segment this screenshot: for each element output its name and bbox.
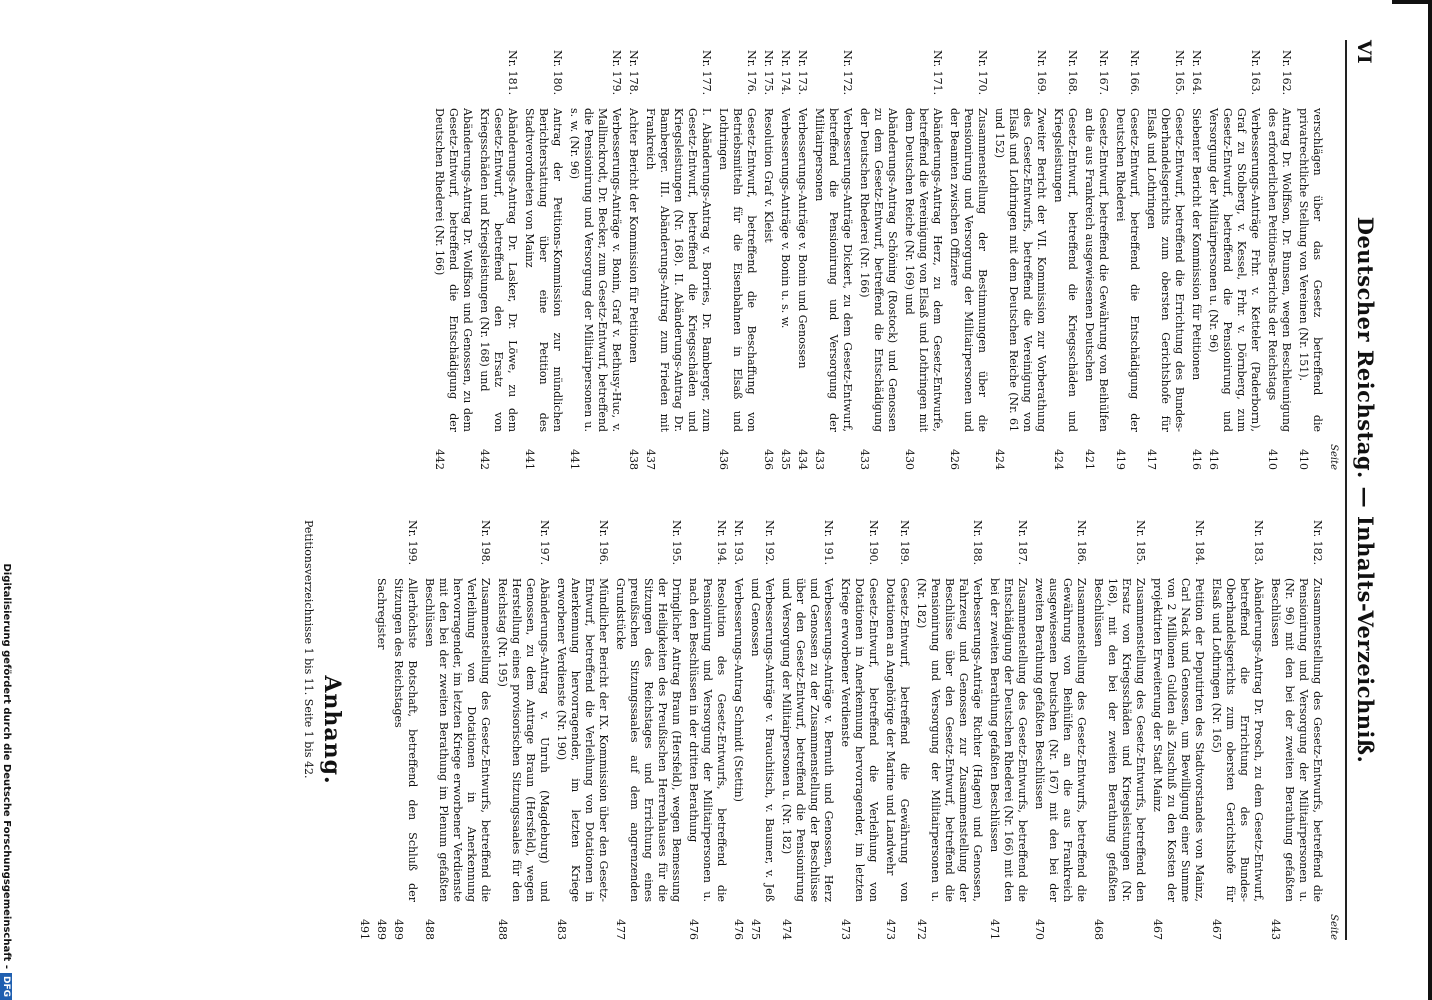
entry-page: 472 xyxy=(915,919,928,940)
toc-entry xyxy=(1051,50,1079,470)
toc-entry xyxy=(554,520,610,940)
entry-number: Nr. 173. xyxy=(796,50,809,96)
toc-entry xyxy=(374,520,388,940)
running-title: Deutscher Reichstag. — Inhalts-Verzeichniß. xyxy=(1353,216,1378,764)
entry-page: 416 xyxy=(1190,449,1203,470)
entry-title: Gesetz-Entwurf, betreffend die Errichtung des Bundes-Oberhandelsgerichts zum obersten Gerichtshofe für Elsaß und Lothringen xyxy=(1145,108,1186,432)
toc-entries-left xyxy=(432,50,1324,470)
toc-entry xyxy=(914,520,984,940)
entry-page: 438 xyxy=(627,449,640,470)
entry-page: 436 xyxy=(717,449,730,470)
toc-entry xyxy=(1296,50,1324,470)
toc-entry xyxy=(1144,50,1186,470)
entry-title: Verbesserungs-Anträge v. Bonin u. s. w. xyxy=(779,108,792,329)
entry-title: Dringlicher Antrag Braun (Hersfeld), wegen Bemessung der Heiligkeiten des Preußischen Herrenhauses für die Sitzungen des Reichstages und Errichtung eines preußischen Sitzungssaales auf dem angrenzenden Grundstücke xyxy=(614,578,683,902)
seite-label: Seite xyxy=(1328,444,1339,470)
entry-title: Abänderungs-Antrag Dr. Wolffson und Genossen, zu dem Gesetz-Entwurf, betreffend die Entschädigung der Deutschen Rhederei (Nr. 166) xyxy=(433,108,474,432)
entry-page: 467 xyxy=(1210,919,1223,940)
entry-number: Nr. 176. xyxy=(745,50,758,96)
entry-page: 417 xyxy=(1145,449,1158,470)
toc-column-left xyxy=(429,50,1340,470)
entry-page: 489 xyxy=(375,919,388,940)
toc-entry xyxy=(495,520,551,940)
entry-page: 434 xyxy=(796,449,809,470)
entry-page: 421 xyxy=(1083,449,1096,470)
entry-title: Resolution des Gesetz-Entwurfs, betreffend die Pensionirung und Versorgung der Militairpersonen u. nach den Beschlüssen in der dritten Berathung xyxy=(687,578,728,902)
toc-entry xyxy=(716,50,758,470)
toc-entry xyxy=(947,50,989,470)
entry-number: Nr. 192. xyxy=(763,520,776,566)
entry-number: Nr. 167. xyxy=(1097,50,1110,96)
toc-entry xyxy=(626,50,640,470)
toc-entry xyxy=(686,520,728,940)
toc-entry xyxy=(778,50,792,470)
entry-title: Verbesserungs-Anträge Richter (Hagen) und Genossen, Fahrzeug und Genossen zur Zusammenstellung der Beschlüsse über den Gesetz-Entwurf, betreffend die Pensionirung und Versorgung der Militairpersonen u. (Nr. 182) xyxy=(915,578,984,902)
entry-page: 468 xyxy=(1092,919,1105,940)
entry-page: 441 xyxy=(523,449,536,470)
toc-entry xyxy=(1209,520,1265,940)
entry-number: Nr. 170. xyxy=(976,50,989,96)
entry-page: 470 xyxy=(1033,919,1046,940)
scan-border xyxy=(1428,0,1432,1000)
entry-page: 474 xyxy=(780,919,793,940)
toc-entry xyxy=(522,50,564,470)
toc-entry xyxy=(883,520,911,940)
entry-title: Gesetz-Entwurf, betreffend die Gewährung von Dotationen an Angehörige der Marine und Landwehr xyxy=(884,578,911,902)
entry-title: Abänderungs-Antrag Dr. Lasker, Dr. Löwe, zu dem Gesetz-Entwurf, betreffend den Ersatz von Kriegsschäden und Kriegsleistungen (Nr. 168) und xyxy=(478,108,519,432)
page-header xyxy=(1345,40,1387,940)
entry-title: Abänderungs-Antrag v. Unruh (Magdeburg) und Genossen, zu dem Antrage Braun (Hersfeld), wegen Herstellung eines provisorischen Sitzungssaales für den Reichstag (Nr. 195) xyxy=(496,578,551,902)
entry-page: 475 xyxy=(749,919,762,940)
entry-title: Verbesserungs-Anträge Frhr. v. Ketteler (Paderborn), Graf zu Stolberg, v. Kessel, Frhr. v. Dörnberg, zum Gesetz-Entwurf, betreffend die Pensionirung und Versorgung der Militairpersonen u. (Nr. 96) xyxy=(1207,108,1262,432)
entry-number: Nr. 195. xyxy=(670,520,683,566)
entry-title: Abänderungs-Antrag Dr. Prosch, zu dem Gesetz-Entwurf, betreffend die Errichtung des Bundes-Oberhandelsgerichts zum obersten Gerichtshofe für Elsaß und Lothringen (Nr. 165) xyxy=(1210,578,1265,902)
toc-entry xyxy=(567,50,623,470)
toc-entry xyxy=(795,50,809,470)
entry-page: 443 xyxy=(1269,919,1282,940)
toc-entry xyxy=(902,50,944,470)
entry-number: Nr. 190. xyxy=(867,520,880,566)
entry-number: Nr. 198. xyxy=(479,520,492,566)
digitization-credit xyxy=(0,0,13,1000)
entry-title: Zusammenstellung des Gesetz-Entwurfs, betreffend den Ersatz von Kriegsschäden und Kriegsleistungen (Nr. 168), mit den bei der zweiten Berathung gefaßten Beschlüssen xyxy=(1092,578,1147,902)
toc-entry xyxy=(1206,50,1262,470)
entry-page: 467 xyxy=(1151,919,1164,940)
entry-title: Zusammenstellung des Gesetz-Entwurfs, betreffend die Verleihung von Dotationen in Anerkennung hervorragender, im letzten Kriege erworbener Verdienste mit den bei der zweiten Berathung im Plenum gefaßten Beschlüssen xyxy=(423,578,492,902)
entry-title: Verbesserungs-Anträge v. Bernuth und Genossen, Herz und Genossen zu der Zusammenstellung der Beschlüsse über den Gesetz-Entwurf, betreffend die Pensionirung und Versorgung der Militairpersonen u. (Nr. 182) xyxy=(780,578,835,902)
toc-entry xyxy=(1150,520,1206,940)
scan-border-tick xyxy=(1392,0,1432,4)
toc-entry xyxy=(1082,50,1110,470)
toc-entry xyxy=(432,50,474,470)
entry-title: Gesetz-Entwurf, betreffend die Beschaffung von Betriebsmitteln für die Eisenbahnen in Elsaß und Lothringen xyxy=(717,108,758,432)
toc-entry xyxy=(643,50,713,470)
entry-number: Nr. 189. xyxy=(898,520,911,566)
entry-title: I. Abänderungs-Antrag v. Borries, Dr. Bamberger, zum Gesetz-Entwurf, betreffend die Kriegsschäden und Kriegsleistungen (Nr. 168). II. Abänderungs-Antrag Dr. Bamberger. III. Abänderungs-Antrag zum Frieden mit Frankreich xyxy=(644,108,713,432)
anhang-line xyxy=(301,520,315,940)
entry-page: 441 xyxy=(568,449,581,470)
entry-number: Nr. 163. xyxy=(1249,50,1262,96)
entry-title: Zusammenstellung des Gesetz-Entwurfs, betreffend die Pensionirung und Versorgung der Militairpersonen u. (Nr. 96) mit den bei der zweiten Berathung gefaßten Beschlüssen xyxy=(1269,578,1324,902)
entry-title: verschlägen über das Gesetz betreffend die privatrechtliche Stellung von Vereinen (Nr. 151). xyxy=(1297,108,1324,432)
entry-title: Zweiter Bericht der VII. Kommission zur Vorberathung des Gesetz-Entwurfs, betreffend die Vereinigung von Elsaß und Lothringen mit dem Deutschen Reiche (Nr. 61 und 152) xyxy=(993,108,1048,432)
toc-entry xyxy=(1091,520,1147,940)
toc-entry xyxy=(779,520,835,940)
entry-title: Resolution Graf v. Kleist xyxy=(762,108,775,243)
entry-page: 473 xyxy=(884,919,897,940)
entry-number: Nr. 169. xyxy=(1035,50,1048,96)
seite-label: Seite xyxy=(1328,914,1339,940)
entry-page: 419 xyxy=(1114,449,1127,470)
entry-page: 437 xyxy=(644,449,657,470)
toc-entry xyxy=(857,50,899,470)
entry-number: Nr. 178. xyxy=(627,50,640,96)
entry-number: Nr. 185. xyxy=(1134,520,1147,566)
entry-title: Siebenter Bericht der Kommission für Petitionen xyxy=(1190,108,1203,381)
entry-page: 433 xyxy=(813,449,826,470)
toc-entry xyxy=(731,520,745,940)
entry-page: 433 xyxy=(858,449,871,470)
toc-entry xyxy=(761,50,775,470)
entry-number: Nr. 165. xyxy=(1173,50,1186,96)
entry-title: Gesetz-Entwurf, betreffend die Verleihung von Dotationen in Anerkennung hervorragender, im letzten Kriege erworbener Verdienste xyxy=(839,578,880,902)
entry-page: 442 xyxy=(478,449,491,470)
entry-number: Nr. 197. xyxy=(538,520,551,566)
entry-title: Verbesserungs-Anträge v. Bonin und Genossen xyxy=(796,108,809,369)
entry-title: Abänderungs-Antrag Schöning (Rostock) und Genossen zu dem Gesetz-Entwurf, betreffend die Entschädigung der Deutschen Rhederei (Nr. 166) xyxy=(858,108,899,432)
entry-title: Gesetz-Entwurf, betreffend die Gewährung von Beihülfen an die aus Frankreich ausgewiesenen Deutschen xyxy=(1083,108,1110,432)
toc-entry xyxy=(748,520,776,940)
toc-entry xyxy=(1032,520,1088,940)
toc-entry xyxy=(391,520,419,940)
toc-entry xyxy=(422,520,492,940)
entry-page: 416 xyxy=(1207,449,1220,470)
entry-title: Verbesserungs-Antrag Schmidt (Stettin) xyxy=(732,578,745,802)
entry-page: 488 xyxy=(423,919,436,940)
entry-number: Nr. 182. xyxy=(1311,520,1324,566)
entry-number: Nr. 162. xyxy=(1280,50,1293,96)
entry-number: Nr. 199. xyxy=(406,520,419,566)
toc-entry xyxy=(1113,50,1141,470)
entry-title: Gesetz-Entwurf, betreffend die Entschädigung der Deutschen Rhederei xyxy=(1114,108,1141,432)
entry-number: Nr. 179. xyxy=(610,50,623,96)
toc-entry xyxy=(838,520,880,940)
toc-entry xyxy=(992,50,1048,470)
entry-number: Nr. 196. xyxy=(597,520,610,566)
toc-entry xyxy=(812,50,854,470)
entry-page: 436 xyxy=(762,449,775,470)
entry-page: 442 xyxy=(433,449,446,470)
entry-number: Nr. 180. xyxy=(551,50,564,96)
entry-page: 491 xyxy=(358,919,371,940)
entry-number: Nr. 177. xyxy=(700,50,713,96)
entry-page: 483 xyxy=(555,919,568,940)
toc-entry xyxy=(1189,50,1203,470)
entry-number: Nr. 184. xyxy=(1193,520,1206,566)
entry-number: Nr. 164. xyxy=(1190,50,1203,96)
entry-title: Abänderungs-Antrag Herz, zu dem Gesetz-Entwurfe, betreffend die Vereinigung von Elsaß und Lothringen mit dem Deutschen Reiche (Nr. 169) und xyxy=(903,108,944,432)
entry-title: Sachregister xyxy=(375,578,388,650)
entry-page: 488 xyxy=(496,919,509,940)
entry-number: Nr. 194. xyxy=(715,520,728,566)
entry-page: 471 xyxy=(988,919,1001,940)
entry-title: Mündlicher Bericht der IX. Kommission über den Gesetz-Entwurf, betreffend die Verleihung von Dotationen in Anerkennung hervorragender, im letzten Kriege erworbener Verdienste (Nr. 190) xyxy=(555,578,610,902)
entry-title: Antrag Dr. Wolffson, Dr. Bunsen, wegen Beschleunigung des erforderlichen Petitions-Berichts der Reichstags xyxy=(1266,108,1293,432)
entry-number: Nr. 181. xyxy=(506,50,519,96)
page-number: VI xyxy=(1353,40,1375,64)
entry-number: Nr. 171. xyxy=(931,50,944,96)
entry-page: 477 xyxy=(614,919,627,940)
toc-entry xyxy=(987,520,1029,940)
toc-column-right xyxy=(301,520,1340,940)
toc-entry xyxy=(613,520,683,940)
anhang-line-text: Petitionsverzeichnisse 1 bis 11. Seite 1 bis 42. xyxy=(302,520,315,779)
entry-page: 424 xyxy=(993,449,1006,470)
entry-page: 473 xyxy=(839,919,852,940)
credit-text: Digitalisierung gefördert durch die Deutsche Forschungsgemeinschaft - xyxy=(1,563,12,969)
entry-title: Gesetz-Entwurf, betreffend die Kriegsschäden und Kriegsleistungen xyxy=(1052,108,1079,432)
entry-number: Nr. 188. xyxy=(971,520,984,566)
entry-title: Achter Bericht der Kommission für Petitionen xyxy=(627,108,640,364)
entry-number: Nr. 187. xyxy=(1016,520,1029,566)
entry-page: 410 xyxy=(1266,449,1279,470)
toc-entry xyxy=(477,50,519,470)
entry-number: Nr. 186. xyxy=(1075,520,1088,566)
entry-title: Zusammenstellung der Bestimmungen über die Pensionirung und Versorgung der Militairpersonen und der Beamten zwischen Offiziere xyxy=(948,108,989,432)
entry-page: 489 xyxy=(392,919,405,940)
entry-title: Verbesserungs-Anträge v. Bonin, Graf v. Bethusy-Huc, v. Mallinckrodt, Dr. Becker, zum Gesetz-Entwurf, betreffend die Pensionirung und Versorgung der Militairpersonen u. s. w. (Nr. 96) xyxy=(568,108,623,432)
dfg-logo: DFG xyxy=(1,973,13,1000)
entry-title: Zusammenstellung des Gesetz-Entwurfs, betreffend die Entschädigung der Deutschen Rhederei (Nr. 166) mit den bei der zweiten Berathung gefaßten Beschlüssen xyxy=(988,578,1029,902)
entry-title: Petition der Deputirten des Stadtvorstandes von Mainz, Carl Nack und Genossen, um Bewilligung einer Summe von 2 Millionen Gulden als Zuschuß zu den Kosten der projektirten Erweiterung der Stadt Mainz xyxy=(1151,578,1206,902)
entry-page: 430 xyxy=(903,449,916,470)
entry-page: 410 xyxy=(1297,449,1310,470)
entry-page: 426 xyxy=(948,449,961,470)
entry-title: Verbesserungs-Anträge v. Brauchitsch, v. Baumer, v. Jeß und Genossen xyxy=(749,578,776,902)
toc-entry xyxy=(357,520,371,940)
entry-number: Nr. 191. xyxy=(822,520,835,566)
entry-page: 435 xyxy=(779,449,792,470)
entry-page: 476 xyxy=(687,919,700,940)
entry-number: Nr. 175. xyxy=(762,50,775,96)
entry-number: Nr. 168. xyxy=(1066,50,1079,96)
entry-page: 476 xyxy=(732,919,745,940)
entry-number: Nr. 193. xyxy=(732,520,745,566)
toc-entry xyxy=(1268,520,1324,940)
entry-number: Nr. 172. xyxy=(841,50,854,96)
toc-entries-right xyxy=(357,520,1324,940)
toc-entry xyxy=(1265,50,1293,470)
entry-number: Nr. 166. xyxy=(1128,50,1141,96)
entry-number: Nr. 183. xyxy=(1252,520,1265,566)
entry-title: Antrag der Petitions-Kommission zur mündlichen Berichterstattung über eine Petition des Stadtverordneten von Mainz xyxy=(523,108,564,432)
entry-title: Zusammenstellung des Gesetz-Entwurfs, betreffend die Gewährung von Beihülfen an die aus Frankreich ausgewiesenen Deutschen (Nr. 167) mit den bei der zweiten Berathung gefaßten Beschlüssen xyxy=(1033,578,1088,902)
anhang-heading: Anhang. xyxy=(319,675,345,785)
entry-title: Verbesserungs-Anträge Dickert, zu dem Gesetz-Entwurf, betreffend die Pensionirung und Versorgung der Militairpersonen xyxy=(813,108,854,432)
entry-number: Nr. 174. xyxy=(779,50,792,96)
entry-page: 424 xyxy=(1052,449,1065,470)
entry-title: Allerhöchste Botschaft, betreffend den Schluß der Sitzungen des Reichstages xyxy=(392,578,419,902)
